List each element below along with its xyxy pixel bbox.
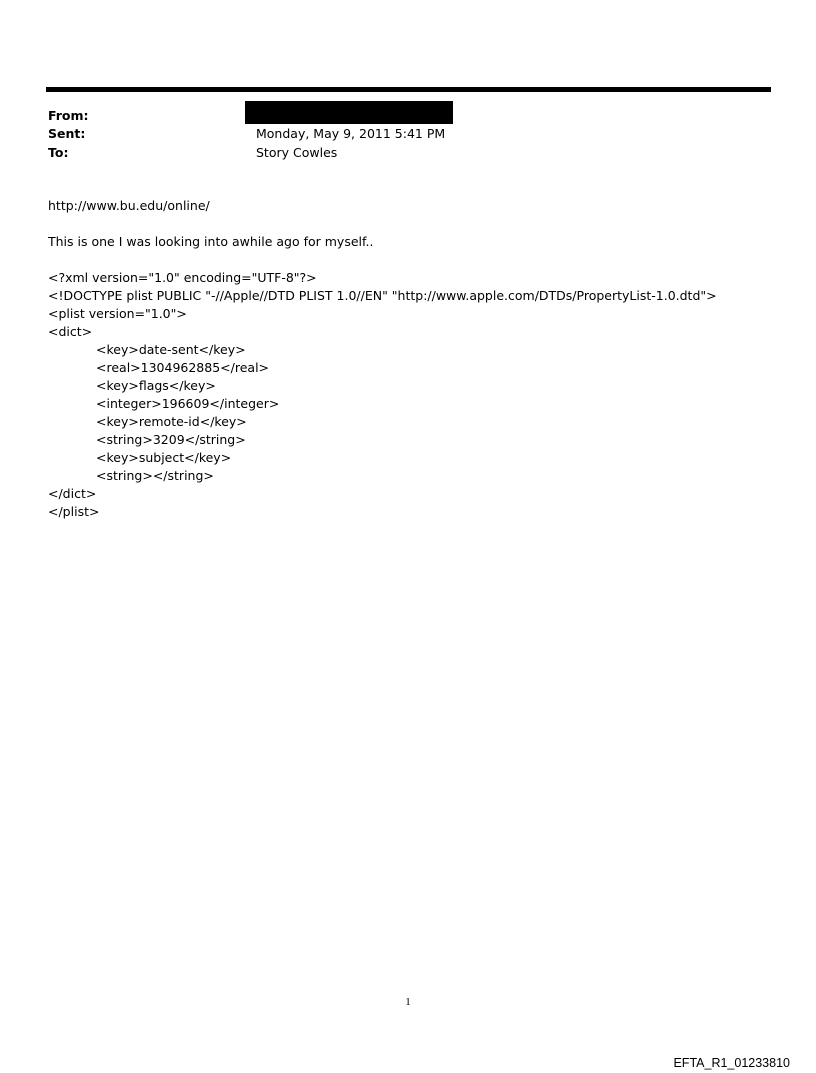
xml-line: <real>1304962885</real> [96,360,270,375]
to-label: To: [48,145,69,160]
xml-line: <!DOCTYPE plist PUBLIC "-//Apple//DTD PLIST 1.0//EN" "http://www.apple.com/DTDs/PropertyList-1.0.dtd"> [48,288,717,303]
url-line: http://www.bu.edu/online/ [48,198,210,213]
xml-line: <?xml version="1.0" encoding="UTF-8"?> [48,270,317,285]
page-number: 1 [405,996,411,1008]
sent-label: Sent: [48,126,86,141]
xml-line: <key>flags</key> [96,378,216,393]
xml-line: </dict> [48,486,97,501]
header-divider [46,87,771,92]
from-label: From: [48,108,89,123]
xml-line: <key>remote-id</key> [96,414,247,429]
sent-value: Monday, May 9, 2011 5:41 PM [256,126,446,141]
xml-line: <key>date-sent</key> [96,342,246,357]
xml-line: <key>subject</key> [96,450,232,465]
xml-line: </plist> [48,504,100,519]
redaction-block [245,101,453,124]
xml-content [48,269,717,521]
xml-line: <plist version="1.0"> [48,306,187,321]
to-value: Story Cowles [256,145,338,160]
message-line: This is one I was looking into awhile ago for myself.. [48,234,374,249]
xml-line: <dict> [48,324,93,339]
xml-line: <string></string> [96,468,214,483]
bates-number: EFTA_R1_01233810 [673,1056,790,1070]
xml-line: <string>3209</string> [96,432,246,447]
xml-line: <integer>196609</integer> [96,396,280,411]
